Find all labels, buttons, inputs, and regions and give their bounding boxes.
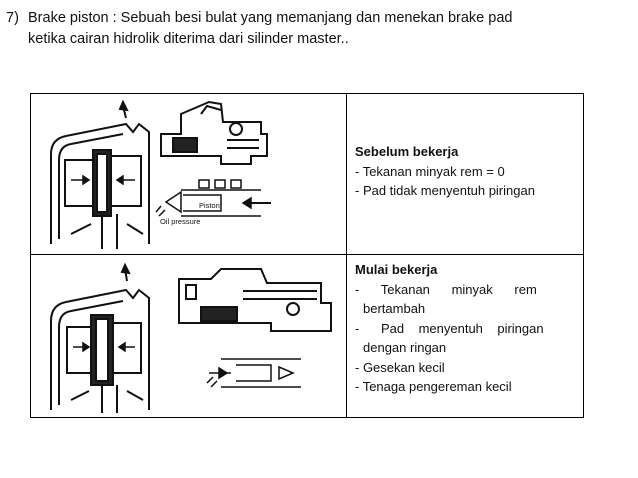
bullet-working-3: - Gesekan kecil (355, 359, 445, 375)
description-working-cell (347, 255, 584, 418)
description-before-cell (347, 94, 584, 255)
brake-caliper-diagram-before (31, 94, 346, 254)
bullet-working-4: - Tenaga pengereman kecil (355, 379, 512, 394)
state-title-working: Mulai bekerja (355, 262, 438, 277)
table-row-before (31, 94, 584, 255)
table-row-working (31, 255, 584, 418)
item-number: 7) (6, 10, 19, 26)
bullet-working-2-cont: dengan ringan (363, 340, 447, 355)
brake-piston-table (30, 93, 584, 418)
piston-label: Piston (199, 201, 220, 210)
oil-pressure-label: Oil pressure (160, 217, 201, 226)
bullet-before-2: - Pad tidak menyentuh piringan (355, 183, 535, 198)
brake-caliper-diagram-working (31, 255, 346, 417)
bullet-working-2: - Pad menyentuh piringan (355, 320, 544, 336)
intro-line-2: ketika cairan hidrolik diterima dari silinder master.. (28, 31, 349, 47)
bullet-before-1: - Tekanan minyak rem = 0 (355, 163, 505, 179)
intro-line-1 (6, 8, 626, 29)
intro-paragraph (6, 8, 626, 50)
bullet-working-1: - Tekanan minyak rem (355, 281, 537, 297)
figure-working-cell (31, 255, 347, 418)
intro-text-1: Brake piston : Sebuah besi bulat yang memanjang dan menekan brake pad (28, 10, 513, 26)
figure-before-cell (31, 94, 347, 255)
bullet-working-1-cont: bertambah (363, 301, 426, 316)
state-title-before: Sebelum bekerja (355, 144, 459, 159)
